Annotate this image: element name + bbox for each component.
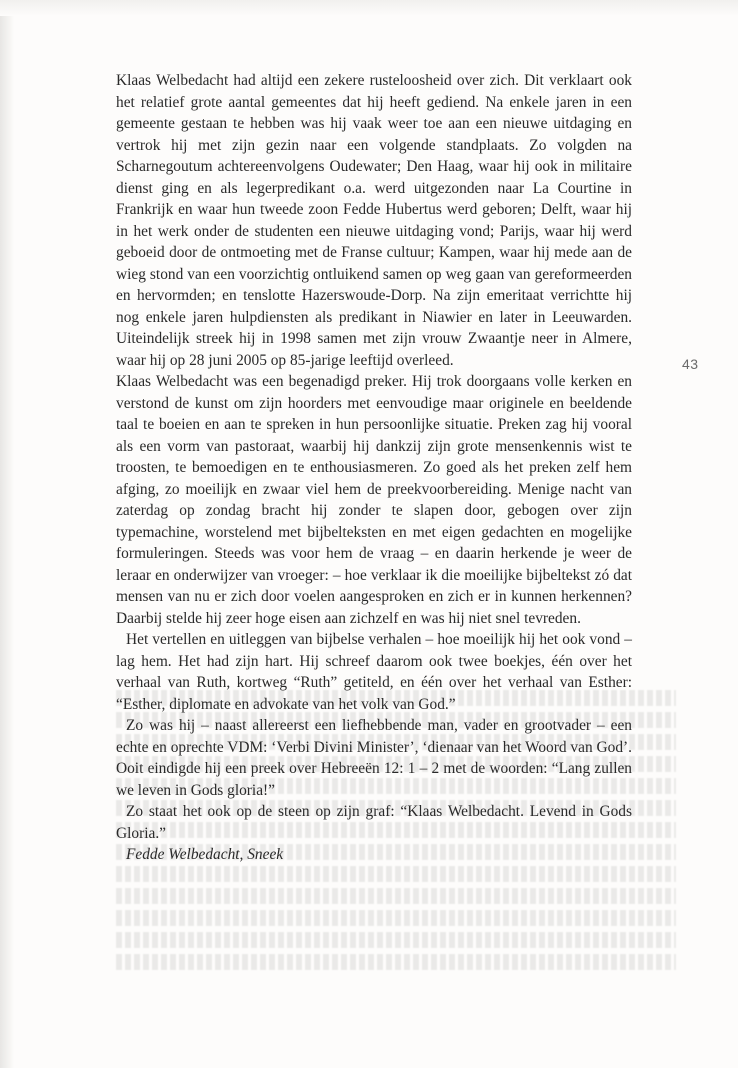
paragraph-preacher: Klaas Welbedacht was een begenadigd preker. Hij trok doorgaans volle kerken en verstond de kunst om zijn hoorders met eenvoudige maar originele en beeldende taal te boeien en aan te spreken in hun persoonlijke situatie. Preken zag hij vooral als een vorm van pastoraat, waarbij hij dankzij zijn grote mensenkennis wist te troosten, te bemoedigen en te enthousiasmeren. Zo goed als het preken zelf hem afging, zo moeilijk en zwaar viel hem de preekvoorbereiding. Menige nacht van zaterdag op zondag bracht hij zonder te slapen door, gebogen over zijn typemachine, worstelend met bijbelteksten en met eigen gedachten en mogelijke formuleringen. Steeds was voor hem de vraag – en daarin herkende je weer de leraar en onderwijzer van vroeger: – hoe verklaar ik die moeilijke bijbeltekst zó dat mensen van nu er zich door voelen aangesproken en zich er in kunnen herkennen? Daarbij stelde hij zeer hoge eisen aan zichzelf en was hij niet snel tevreden. (116, 373, 632, 627)
text-column (116, 70, 632, 866)
page-binding-shadow (0, 0, 14, 1068)
paragraph-storytelling: Het vertellen en uitleggen van bijbelse verhalen – hoe moeilijk hij het ook vond – lag hem. Het had zijn hart. Hij schreef daarom ook twee boekjes, één over het verhaal van Ruth, kortweg “Ruth” getiteld, en één over het verhaal van Esther: “Esther, diplomate en advokate van het volk van God.” (116, 631, 632, 713)
paragraph-grave: Zo staat het ook op de steen op zijn graf: “Klaas Welbedacht. Levend in Gods Gloria.” (116, 803, 632, 842)
author-signature: Fedde Welbedacht, Sneek (126, 846, 284, 863)
page-top-shadow (0, 0, 738, 16)
paragraph-career: Klaas Welbedacht had altijd een zekere rusteloosheid over zich. Dit verklaart ook het relatief grote aantal gemeentes dat hij heeft gediend. Na enkele jaren in een gemeente gestaan te hebben was hij vaak weer toe aan een nieuwe uitdaging en vertrok hij met zijn gezin naar een volgende standplaats. Zo volgden na Scharnegoutum achtereenvolgens Oudewater; Den Haag, waar hij ook in militaire dienst ging en als legerpredikant o.a. werd uitgezonden naar La Courtine in Frankrijk en waar hun tweede zoon Fedde Hubertus werd geboren; Delft, waar hij in het werk onder de studenten een nieuwe uitdaging vond; Parijs, waar hij werd geboeid door de ontmoeting met de Franse cultuur; Kampen, waar hij mede aan de wieg stond van een voorzichtig ontluikend samen op weg gaan van gereformeerden en hervormden; en tenslotte Hazerswoude-Dorp. Na zijn emeritaat verrichtte hij nog enkele jaren hulpdiensten als predikant in Niawier en later in Leeuwarden. Uiteindelijk streek hij in 1998 samen met zijn vrouw Zwaantje neer in Almere, waar hij op 28 juni 2005 op 85-jarige leeftijd overleed. (116, 72, 632, 369)
page-number: 43 (682, 356, 699, 372)
paragraph-vdm: Zo was hij – naast allereerst een liefhebbende man, vader en grootvader – een echte en oprechte VDM: ‘Verbi Divini Minister’, ‘dienaar van het Woord van God’. Ooit eindigde hij een preek over Hebreeën 12: 1 – 2 met de woorden: “Lang zullen we leven in Gods gloria!” (116, 717, 632, 799)
